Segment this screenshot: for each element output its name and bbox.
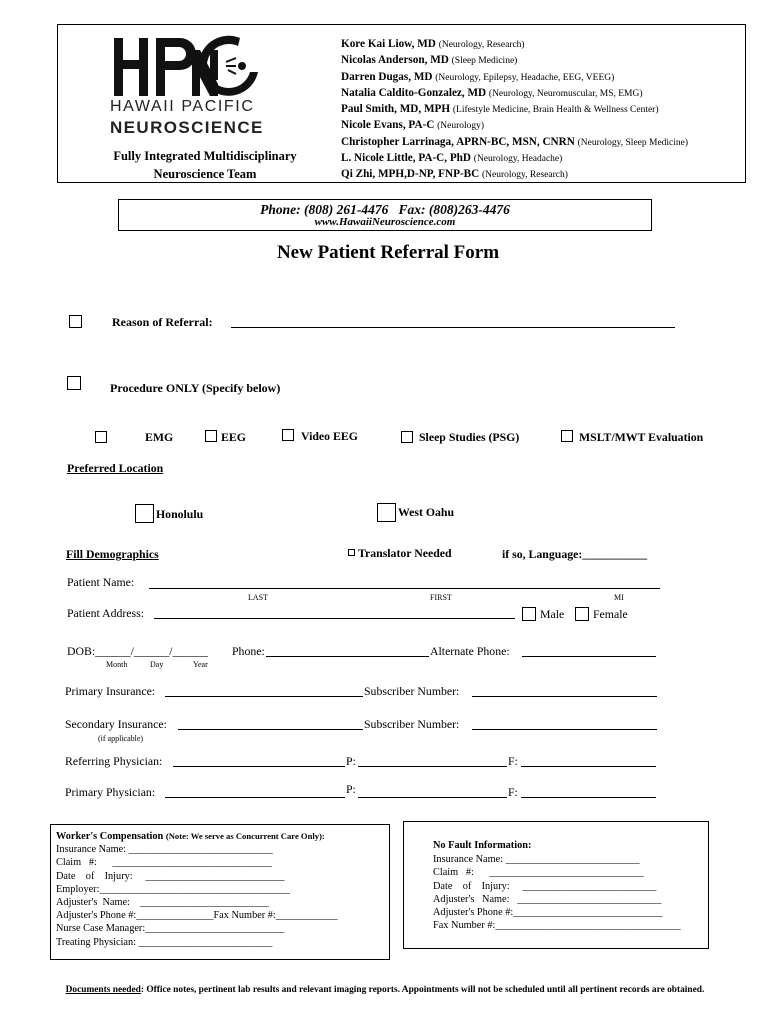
name-part-last: LAST <box>248 593 268 602</box>
female-checkbox[interactable] <box>575 607 589 621</box>
tagline-2: Neuroscience Team <box>153 167 257 181</box>
referring-f-field[interactable] <box>521 766 656 767</box>
logo-name: HAWAII PACIFIC <box>110 98 255 115</box>
male-label: Male <box>540 607 565 621</box>
staff-entry: Christopher Larrinaga, APRN-BC, MSN, CNRN (Neurology, Sleep Medicine) <box>341 135 689 148</box>
staff-entry: Darren Dugas, MD (Neurology, Epilepsy, Headache, EEG, VEEG) <box>341 70 615 83</box>
mslt-checkbox[interactable] <box>561 430 573 442</box>
staff-entry: Nicolas Anderson, MD (Sleep Medicine) <box>341 54 518 67</box>
secondary-insurance-label: Secondary Insurance: <box>65 717 167 731</box>
sleep-studies-checkbox[interactable] <box>401 431 413 443</box>
female-label: Female <box>593 607 628 621</box>
wc-insurance-name[interactable]: Insurance Name: ____________________________ <box>56 844 273 856</box>
dob-day: Day <box>150 660 164 669</box>
primary-p-label: P: <box>346 782 356 796</box>
staff-entry: Qi Zhi, MPH,D-NP, FNP-BC (Neurology, Research) <box>341 168 568 181</box>
secondary-subscriber-field[interactable] <box>472 729 657 730</box>
primary-f-label: F: <box>508 785 518 799</box>
nf-adjuster-name[interactable]: Adjuster's Name: ____________________________ <box>433 893 662 905</box>
wc-adjuster-name[interactable]: Adjuster's Name: _________________________ <box>56 897 269 909</box>
documents-needed-text: : Office notes, pertinent lab results and relevant imaging reports. Appointments will not be scheduled until all pertinent records are obtained. <box>140 985 705 995</box>
nf-fax-number[interactable]: Fax Number #:____________________________________ <box>433 920 681 932</box>
sleep-studies-label: Sleep Studies (PSG) <box>419 430 520 444</box>
referring-p-field[interactable] <box>358 766 507 767</box>
secondary-insurance-field[interactable] <box>178 729 363 730</box>
patient-address-label: Patient Address: <box>67 606 145 620</box>
alt-phone-label: Alternate Phone: <box>430 644 510 658</box>
primary-p-field[interactable] <box>358 797 507 798</box>
primary-subscriber-field[interactable] <box>472 696 657 697</box>
wc-date-of-injury[interactable]: Date of Injury: ___________________________ <box>56 870 285 882</box>
workers-comp-title: Worker's Compensation (Note: We serve as Concurrent Care Only): <box>56 831 325 842</box>
wc-adjuster-phone[interactable]: Adjuster's Phone #:_______________Fax Number #:____________ <box>56 910 338 922</box>
staff-entry: Nicole Evans, PA-C (Neurology) <box>341 119 485 132</box>
west-oahu-label: West Oahu <box>398 505 455 519</box>
primary-f-field[interactable] <box>521 797 656 798</box>
documents-needed-label: Documents needed <box>65 985 141 995</box>
wc-nurse-case-manager[interactable]: Nurse Case Manager:___________________________ <box>56 923 285 935</box>
reason-checkbox[interactable] <box>69 315 82 328</box>
primary-subscriber-label: Subscriber Number: <box>364 684 460 698</box>
primary-insurance-label: Primary Insurance: <box>65 684 156 698</box>
logo-sub: NEUROSCIENCE <box>110 118 264 137</box>
demographics-label: Fill Demographics <box>66 547 159 561</box>
referring-physician-label: Referring Physician: <box>65 754 163 768</box>
phone-label: Phone: <box>232 644 265 658</box>
nf-claim[interactable]: Claim #: ______________________________ <box>433 867 644 879</box>
referring-physician-field[interactable] <box>173 766 345 767</box>
logo <box>108 32 270 140</box>
alt-phone-field[interactable] <box>522 656 656 657</box>
wc-employer[interactable]: Employer:_____________________________________ <box>56 883 290 895</box>
secondary-subscriber-label: Subscriber Number: <box>364 717 460 731</box>
name-part-mi: MI <box>614 593 624 602</box>
reason-label: Reason of Referral: <box>112 315 213 329</box>
workers-comp-section <box>56 830 338 949</box>
nf-insurance-name[interactable]: Insurance Name: __________________________ <box>433 854 640 866</box>
eeg-label: EEG <box>221 430 246 444</box>
reason-field[interactable] <box>231 327 675 328</box>
procedure-checkbox[interactable] <box>67 376 81 390</box>
dob-label[interactable]: DOB:______/______/______ <box>67 644 208 658</box>
if-applicable-note: (if applicable) <box>98 734 144 743</box>
wc-claim[interactable]: Claim #: _______________________________ <box>56 857 272 869</box>
primary-physician-field[interactable] <box>165 797 345 798</box>
dob-month: Month <box>106 660 128 669</box>
emg-label: EMG <box>145 430 174 444</box>
nf-date-of-injury[interactable]: Date of Injury: __________________________ <box>433 880 657 892</box>
procedure-label: Procedure ONLY (Specify below) <box>110 381 281 395</box>
patient-name-label: Patient Name: <box>67 575 135 589</box>
honolulu-checkbox[interactable] <box>135 504 154 523</box>
no-fault-section <box>433 839 681 932</box>
male-checkbox[interactable] <box>522 607 536 621</box>
west-oahu-checkbox[interactable] <box>377 503 396 522</box>
language-label[interactable]: if so, Language:___________ <box>502 547 648 561</box>
hpn-logo-icon <box>108 32 270 104</box>
staff-entry: L. Nicole Little, PA-C, PhD (Neurology, Headache) <box>341 152 563 165</box>
emg-checkbox[interactable] <box>95 431 107 443</box>
patient-address-field[interactable] <box>154 618 515 619</box>
website[interactable]: www.HawaiiNeuroscience.com <box>314 216 456 228</box>
translator-label: Translator Needed <box>358 546 452 560</box>
staff-entry: Natalia Caldito-Gonzalez, MD (Neurology, Neuromuscular, MS, EMG) <box>341 86 643 99</box>
referring-p-label: P: <box>346 754 356 768</box>
primary-physician-label: Primary Physician: <box>65 785 156 799</box>
honolulu-label: Honolulu <box>156 507 204 521</box>
name-part-first: FIRST <box>430 593 452 602</box>
video-eeg-checkbox[interactable] <box>282 429 294 441</box>
phone-field[interactable] <box>266 656 429 657</box>
dob-year: Year <box>193 660 208 669</box>
patient-name-field[interactable] <box>149 588 660 589</box>
footer-note <box>0 985 770 995</box>
preferred-location-label: Preferred Location <box>67 461 164 475</box>
phone-fax: Phone: (808) 261-4476 Fax: (808)263-4476 <box>260 202 510 217</box>
translator-checkbox[interactable] <box>348 549 355 556</box>
referring-f-label: F: <box>508 754 518 768</box>
no-fault-title: No Fault Information: <box>433 840 532 851</box>
video-eeg-label: Video EEG <box>301 429 358 443</box>
staff-entry: Paul Smith, MD, MPH (Lifestyle Medicine, Brain Health & Wellness Center) <box>341 103 659 116</box>
contact-box <box>118 199 652 231</box>
tagline-1: Fully Integrated Multidisciplinary <box>113 149 297 163</box>
staff-list <box>341 37 688 184</box>
mslt-label: MSLT/MWT Evaluation <box>579 430 704 444</box>
form-title: New Patient Referral Form <box>276 242 500 263</box>
wc-treating-physician[interactable]: Treating Physician: __________________________ <box>56 936 273 948</box>
staff-entry: Kore Kai Liow, MD (Neurology, Research) <box>341 38 525 50</box>
nf-adjuster-phone[interactable]: Adjuster's Phone #:_____________________________ <box>433 907 663 919</box>
primary-insurance-field[interactable] <box>165 696 363 697</box>
eeg-checkbox[interactable] <box>205 430 217 442</box>
